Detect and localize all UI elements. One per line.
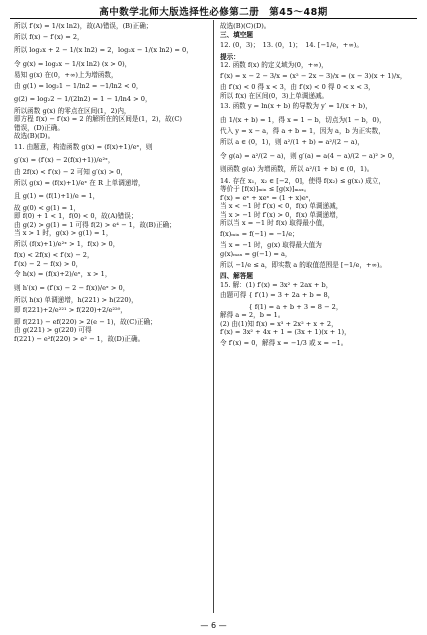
section-heading: 四、解答题 xyxy=(220,272,253,281)
page-header: 高中数学北师大版选择性必修第二册 第45～48期 xyxy=(99,7,328,18)
text-line: 15. 解：(1) f′(x) = 3x² + 2ax + b， xyxy=(220,280,333,289)
text-line: 易知 g(x) 在(0，+∞)上为增函数， xyxy=(14,71,118,80)
text-line: g(2) = log₂2 − 1/(2ln2) = 1 − 1/ln4 > 0， xyxy=(14,95,152,104)
text-line: 由 2f(x) < f′(x) − 2 可知 g′(x) > 0， xyxy=(14,167,128,176)
section-heading: 提示： xyxy=(220,52,240,61)
text-line: 13. 函数 y = ln(x + b) 的导数为 y′ = 1/(x + b)， xyxy=(220,102,372,111)
text-line: 解得 a = 2，b = 1。 xyxy=(220,311,285,320)
text-line: 由 1/(x + b) = 1，得 x = 1 − b，切点为(1 − b，0)， xyxy=(220,115,386,124)
right-column xyxy=(220,22,416,611)
text-line: f(x) < 2f(x) < f′(x) − 2， xyxy=(14,251,94,260)
text-line: 12. 函数 f(x) 的定义域为(0，+∞)， xyxy=(220,61,328,70)
text-line: 故选(B)(D)。 xyxy=(14,132,55,141)
text-line: 由 f′(x) < 0 得 x < 3，由 f′(x) < 0 得 0 < x < 3， xyxy=(220,83,375,92)
text-line: 11. 由题意，构造函数 g(x) = (f(x)+1)/eˣ，则 xyxy=(14,142,153,151)
text-line: 即 f(221)+2/e²²¹ > f(220)+2/e²²⁰， xyxy=(14,306,127,315)
text-line: f(221) − e²f(220) > e² − 1，故(D)正确。 xyxy=(14,334,145,343)
text-line: f′(x) = eˣ + xeˣ = (1 + x)eˣ， xyxy=(220,193,316,202)
text-line: 14. 存在 x₁，x₂ ∈ [−2，0]，使得 f(x₂) ≤ g(x₁) 成立， xyxy=(220,176,386,185)
text-line: f′(x) − 2 − f(x) > 0， xyxy=(14,259,83,268)
text-line: 所以 f(x) 在区间(0，3)上单调递减。 xyxy=(220,91,329,100)
text-line: 由 g(2) > g(1) = 1 可得 f(2) > e⁴ − 1，故(B)正确； xyxy=(14,220,176,229)
section-heading: 三、填空题 xyxy=(220,30,253,39)
text-line: 故选(B)(C)(D)。 xyxy=(220,22,271,30)
text-line: 即 f(0) + 1 < 1，f(0) < 0，故(A)错误； xyxy=(14,212,138,221)
column-divider xyxy=(213,20,214,613)
text-line: 且 g(1) = (f(1)+1)/e = 1， xyxy=(14,192,100,201)
text-line: { f(1) = a + b + 3 = 8 − 2， xyxy=(220,302,343,311)
text-line: 所以 h(x) 单调递增，h(221) > h(220)， xyxy=(14,295,138,304)
text-line: f′(x) = 3x² + 4x + 1 = (3x + 1)(x + 1)， xyxy=(220,328,351,337)
text-line: 令 f′(x) = 0，解得 x = −1/3 或 x = −1。 xyxy=(220,338,348,347)
text-line: 当 x > 1 时，g(x) > g(1) = 1， xyxy=(14,229,113,238)
text-line: (2) 由(1)知 f(x) = x³ + 2x² + x + 2， xyxy=(220,319,338,328)
text-line: 所以 a ∈ (0，1)，则 a²/(1 + b) = a²/(2 − a)， xyxy=(220,138,364,146)
text-line: 当 x < −1 时 f′(x) < 0，f(x) 单调递减， xyxy=(220,202,343,211)
text-line: 所以 g(x) = (f(x)+1)/eˣ 在 R 上单调递增， xyxy=(14,178,145,187)
header-rule xyxy=(10,18,417,19)
text-line: 所以 log₂x + 2 − 1/(x ln2) = 2，log₂x − 1/(x ln2) = 0， xyxy=(14,46,193,55)
text-line: 所以函数 g(x) 的零点在区间(1，2)内， xyxy=(14,106,131,115)
text-line: 当 x = −1 时，g(x) 取得最大值为 xyxy=(220,241,322,250)
text-line: 所以当 x = −1 时 f(x) 取得最小值， xyxy=(220,219,329,228)
text-line: 令 h(x) = (f(x)+2)/eˣ，x > 1， xyxy=(14,270,112,279)
text-line: 代入 y = x − a，得 a + b = 1，因为 a，b 为正实数， xyxy=(220,127,385,136)
text-line: 等价于 [f(x)]ₘᵢₙ ≤ [g(x)]ₘₐₓ。 xyxy=(220,185,311,194)
text-line: 所以 −1/e ≤ a，即实数 a 的取值范围是 [−1/e，+∞)。 xyxy=(220,260,387,269)
text-line: g(x)ₘₐₓ = g(−1) = a， xyxy=(220,250,292,258)
text-line: 由题可得 { f′(1) = 3 + 2a + b = 8， xyxy=(220,291,335,300)
text-line: 所以 (f(x)+1)/e²ˣ > 1，f(x) > 0， xyxy=(14,239,120,248)
text-line: 令 g(x) = log₂x − 1/(x ln2) (x > 0)， xyxy=(14,59,132,68)
text-line: 故 g(0) < g(1) = 1， xyxy=(14,203,81,212)
text-line: 则 h′(x) = (f′(x) − 2 − f(x))/eˣ > 0， xyxy=(14,283,130,292)
page-number: — 6 — xyxy=(200,621,227,630)
text-line: 错误，(D)正确。 xyxy=(14,123,64,132)
text-line: 令 g(a) = a²/(2 − a)，则 g′(a) = a(4 − a)/(2 − a)² > 0， xyxy=(220,151,399,160)
text-line: 即方程 f(x) − f′(x) = 2 的解所在的区间是(1，2)，故(C) xyxy=(14,115,182,124)
text-line: 所以 f(x) − f′(x) = 2， xyxy=(14,32,84,41)
text-line: 12. (0，3)； 13. (0，1)； 14. [−1/e，+∞)。 xyxy=(220,41,363,50)
text-line: 当 x > −1 时 f′(x) > 0，f(x) 单调递增， xyxy=(220,210,343,219)
text-line: 即 f(221) − ef(220) > 2(e − 1)，故(C)正确； xyxy=(14,317,157,326)
text-line: f′(x) = x − 2 − 3/x = (x² − 2x − 3)/x = (x − 3)(x + 1)/x， xyxy=(220,71,407,80)
text-line: 则函数 g(a) 为增函数，所以 a²/(1 + b) ∈ (0，1)。 xyxy=(220,165,374,174)
text-line: f(x)ₘᵢₙ = f(−1) = −1/e； xyxy=(220,229,299,238)
text-line: g′(x) = (f′(x) − 2(f(x)+1))/e²ˣ， xyxy=(14,156,115,165)
left-column xyxy=(14,22,208,611)
text-line: 由 g(221) > g(220) 可得 xyxy=(14,326,92,335)
text-line: 由 g(1) = log₂1 − 1/ln2 = −1/ln2 < 0， xyxy=(14,81,143,90)
text-line: 所以 f′(x) = 1/(x ln2)，故(A)错误，(B)正确； xyxy=(14,22,153,30)
